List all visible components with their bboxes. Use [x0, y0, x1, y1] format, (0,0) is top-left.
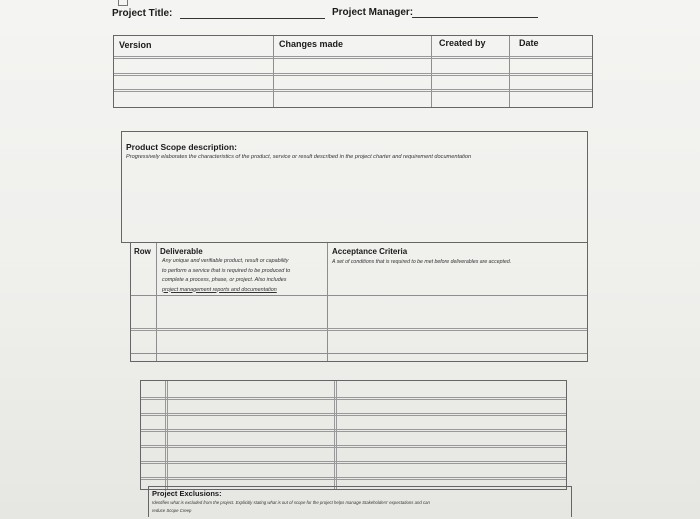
scope-description: Progressively elaborates the characteristics of the product, service or result described in the project charter and requirement documentation	[126, 154, 472, 160]
col-changes-made: Changes made	[279, 39, 344, 49]
version-table	[113, 35, 593, 108]
project-manager-field[interactable]	[412, 17, 538, 18]
col-version: Version	[119, 40, 152, 50]
page-corner-mark	[118, 0, 128, 6]
acceptance-header: Acceptance Criteria	[332, 247, 408, 256]
project-manager-label: Project Manager:	[332, 7, 414, 18]
product-scope-box	[121, 131, 588, 243]
exclusions-box	[148, 486, 572, 517]
deliverable-description: Any unique and verifiable product, result or capability to perform a service that is required to be produced to complete a process, phase, or project. Also includes project management reports and documentation	[162, 258, 291, 293]
project-title-label: Project Title:	[112, 8, 173, 19]
deliverable-header: Deliverable	[160, 247, 203, 256]
exclusions-title: Project Exclusions:	[152, 489, 222, 498]
col-created-by: Created by	[439, 38, 486, 48]
deliverables-table	[130, 242, 588, 362]
project-title-field[interactable]	[180, 18, 325, 19]
exclusions-description: Identifies what is excluded from the project. Explicitly stating what is out of scope for the project helps manage Stakeholders' expectations and can	[152, 500, 430, 505]
col-date: Date	[519, 38, 539, 48]
lower-rows-table	[140, 380, 567, 490]
scope-title: Product Scope description:	[126, 142, 237, 152]
exclusions-description-cont: reduce Scope Creep	[152, 508, 192, 513]
row-header: Row	[134, 247, 151, 256]
acceptance-description: A set of conditions that is required to be met before deliverables are accepted.	[332, 259, 512, 265]
